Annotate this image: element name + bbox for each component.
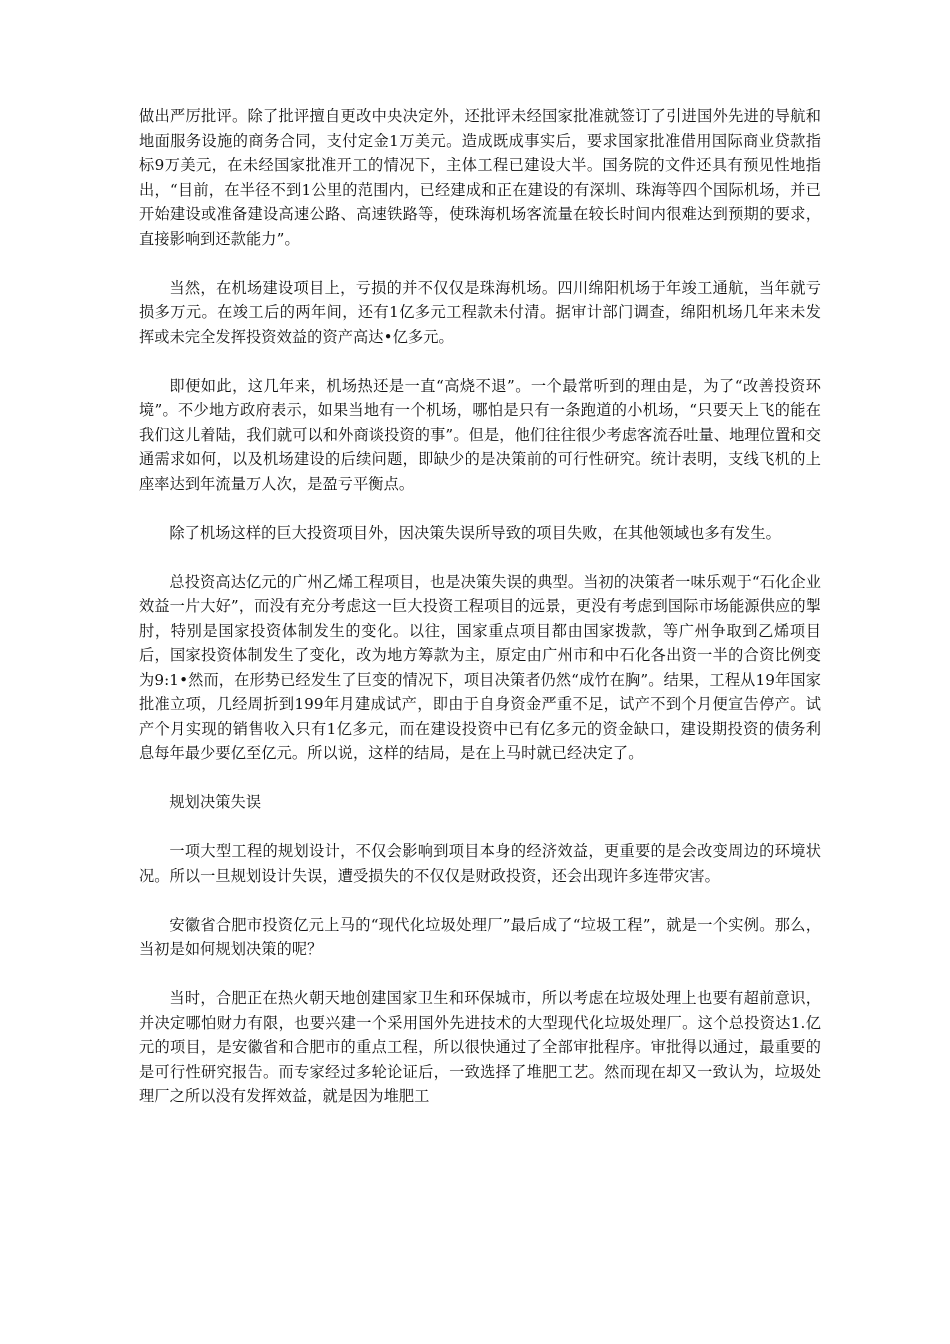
paragraph-3: 即便如此，这几年来，机场热还是一直“高烧不退”。一个最常听到的理由是，为了“改善投资环境”。不少地方政府表示，如果当地有一个机场，哪怕是只有一条跑道的小机场，“只要天上飞的能在我们这儿着陆，我们就可以和外商谈投资的事”。但是，他们往往很少考虑客流吞吐量、地理位置和交通需求如何，以及机场建设的后续问题，即缺少的是决策前的可行性研究。统计表明，支线飞机的上座率达到年流量万人次，是盈亏平衡点。	[139, 376, 821, 493]
paragraph-1: 做出严厉批评。除了批评擅自更改中央决定外，还批评未经国家批准就签订了引进国外先进的导航和地面服务设施的商务合同，支付定金1万美元。造成既成事实后，要求国家批准借用国际商业贷款指标9万美元，在未经国家批准开工的情况下，主体工程已建设大半。国务院的文件还具有预见性地指出，“目前，在半径不到1公里的范围内，已经建成和正在建设的有深圳、珠海等四个国际机场，并已开始建设或准备建设高速公路、高速铁路等，使珠海机场客流量在较长时间内很难达到预期的要求，直接影响到还款能力”。	[139, 107, 821, 248]
paragraph-2: 当然，在机场建设项目上，亏损的并不仅仅是珠海机场。四川绵阳机场于年竣工通航，当年就亏损多万元。在竣工后的两年间，还有1亿多元工程款未付清。据审计部门调查，绵阳机场几年来未发挥或未完全发挥投资效益的资产高达•亿多元。	[139, 278, 821, 346]
section-heading: 规划决策失误	[169, 793, 262, 811]
paragraph-8: 当时，合肥正在热火朝天地创建国家卫生和环保城市，所以考虑在垃圾处理上也要有超前意识，并决定哪怕财力有限，也要兴建一个采用国外先进技术的大型现代化垃圾处理厂。这个总投资达1.亿元的项目，是安徽省和合肥市的重点工程，所以很快通过了全部审批程序。审批得以通过，最重要的是可行性研究报告。而专家经过多轮论证后，一致选择了堆肥工艺。然而现在却又一致认为，垃圾处理厂之所以没有发挥效益，就是因为堆肥工	[139, 989, 821, 1105]
paragraph-4: 除了机场这样的巨大投资项目外，因决策失误所导致的项目失败，在其他领域也多有发生。	[169, 523, 781, 542]
document-body	[139, 104, 821, 1133]
paragraph-7: 安徽省合肥市投资亿元上马的“现代化垃圾处理厂”最后成了“垃圾工程”，就是一个实例。那么，当初是如何规划决策的呢？	[139, 915, 821, 958]
paragraph-6: 一项大型工程的规划设计，不仅会影响到项目本身的经济效益，更重要的是会改变周边的环境状况。所以一旦规划设计失误，遭受损失的不仅仅是财政投资，还会出现许多连带灾害。	[139, 842, 821, 885]
paragraph-5: 总投资高达亿元的广州乙烯工程项目，也是决策失误的典型。当初的决策者一味乐观于“石化企业效益一片大好”，而没有充分考虑这一巨大投资工程项目的远景，更没有考虑到国际市场能源供应的掣肘，特别是国家投资体制发生的变化。以往，国家重点项目都由国家拨款，等广州争取到乙烯项目后，国家投资体制发生了变化，改为地方筹款为主，原定由广州市和中石化各出资一半的合资比例变为9:1•然而，在形势已经发生了巨变的情况下，项目决策者仍然“成竹在胸”。结果，工程从19年国家批准立项，几经周折到199年月建成试产，即由于自身资金严重不足，试产不到个月便宣告停产。试产个月实现的销售收入只有1亿多元，而在建设投资中已有亿多元的资金缺口，建设期投资的债务利息每年最少要亿至亿元。所以说，这样的结局，是在上马时就已经决定了。	[139, 572, 821, 762]
